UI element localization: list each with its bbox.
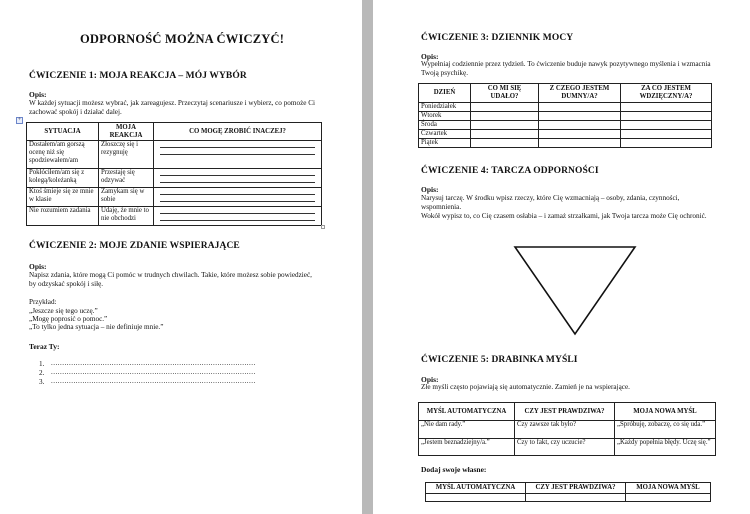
exercise-3-opis-label: Opis: xyxy=(421,52,439,61)
table-row xyxy=(27,206,322,225)
exercise-1-opis-label: Opis: xyxy=(29,90,47,99)
example-line: „Jeszcze się tego uczę.” xyxy=(29,307,98,315)
exercise-5-own-table xyxy=(425,482,711,502)
teraz-ty-label: Teraz Ty: xyxy=(29,342,60,351)
dodaj-label: Dodaj swoje własne: xyxy=(421,465,487,474)
exercise-5-table xyxy=(418,402,716,456)
table-row xyxy=(419,112,712,121)
table-cell: Złoszczę się i rezygnuję xyxy=(99,141,154,169)
table-header: CO MI SIĘ UDAŁO? xyxy=(471,84,539,103)
exercise-4-heading: ĆWICZENIE 4: TARCZA ODPORNOŚCI xyxy=(421,166,599,176)
table-header: MYŚL AUTOMATYCZNA xyxy=(426,483,526,494)
exercise-5-heading: ĆWICZENIE 5: DRABINKA MYŚLI xyxy=(421,355,578,365)
day-cell: Wtorek xyxy=(419,112,471,121)
table-cell: Czy zawsze tak było? xyxy=(515,421,615,439)
table-header: CZY JEST PRAWDZIWA? xyxy=(526,483,626,494)
table-row xyxy=(419,103,712,112)
exercise-4-opis-label: Opis: xyxy=(421,185,439,194)
table-row xyxy=(419,139,712,148)
table-cell: Nie rozumiem zadania xyxy=(27,206,99,225)
page-title: ODPORNOŚĆ MOŻNA ĆWICZYĆ! xyxy=(80,32,285,46)
exercise-2-opis-label: Opis: xyxy=(29,262,47,271)
answer-line[interactable]: ........................................................................................... xyxy=(51,359,256,367)
exercise-2-description: Napisz zdania, które mogą Ci pomóc w trudnych chwilach. Takie, które możesz sobie powiedzieć, by odzyskać spokój i siłę. xyxy=(29,271,312,288)
table-cell: Zamykam się w sobie xyxy=(99,187,154,206)
table-move-handle-icon[interactable]: + xyxy=(17,117,22,123)
table-row xyxy=(27,141,322,169)
table-cell: „Każdy popełnia błędy. Uczę się.” xyxy=(615,438,716,456)
table-cell: Udaję, że mnie to nie obchodzi xyxy=(99,206,154,225)
table-header: ZA CO JESTEM WDZIĘCZNY/A? xyxy=(621,84,712,103)
list-number: 3. xyxy=(39,378,45,386)
table-cell: Ktoś śmieje się ze mnie w klasie xyxy=(27,187,99,206)
table-row xyxy=(419,130,712,139)
table-cell: Czy to fakt, czy uczucie? xyxy=(515,438,615,456)
writing-cell[interactable] xyxy=(154,206,322,225)
writing-cell[interactable] xyxy=(154,168,322,187)
table-row xyxy=(419,438,716,456)
table-header: SYTUACJA xyxy=(27,123,99,141)
page-left xyxy=(0,0,362,514)
table-header: Z CZEGO JESTEM DUMNY/A? xyxy=(539,84,621,103)
table-row xyxy=(27,168,322,187)
exercise-3-description: Wypełniaj codziennie przez tydzień. To ćwiczenie buduje nawyk pozytywnego myślenia i wzmacnia Twoją psychikę. xyxy=(421,60,711,77)
exercise-4-description-1: Narysuj tarczę. W środku wpisz rzeczy, które Cię wzmacniają – osoby, zdania, czynności, wspomnienia. xyxy=(421,194,680,211)
answer-line[interactable]: ........................................................................................... xyxy=(51,368,256,376)
day-cell: Środa xyxy=(419,121,471,130)
example-label: Przykład: xyxy=(29,298,57,306)
table-header: CO MOGĘ ZROBIĆ INACZEJ? xyxy=(154,123,322,141)
table-cell: „Spróbuję, zobaczę, co się uda.” xyxy=(615,421,716,439)
table-cell: „Nie dam rady.” xyxy=(419,421,515,439)
answer-line[interactable]: ........................................................................................... xyxy=(51,377,256,385)
exercise-1-description: W każdej sytuacji możesz wybrać, jak zareagujesz. Przeczytaj scenariusze i wybierz, co pomoże Ci zachować spokój i działać dalej. xyxy=(29,99,316,116)
exercise-4-description-2: Wokół wypisz to, co Cię czasem osłabia – i zamaż strzałkami, jak Twoja tarcza może Cię ochronić. xyxy=(421,212,707,220)
table-header: MOJA NOWA MYŚL xyxy=(626,483,711,494)
writing-cell[interactable] xyxy=(154,141,322,169)
example-line: „Mogę poprosić o pomoc.” xyxy=(29,315,108,323)
table-resize-handle[interactable] xyxy=(321,225,325,229)
table-cell: Dostałem/am gorszą ocenę niż się spodziewałem/am xyxy=(27,141,99,169)
exercise-5-description: Złe myśli często pojawiają się automatycznie. Zamień je na wspierające. xyxy=(421,383,630,391)
day-cell: Piątek xyxy=(419,139,471,148)
day-cell: Czwartek xyxy=(419,130,471,139)
table-header: CZY JEST PRAWDZIWA? xyxy=(515,403,615,421)
table-header: MOJA NOWA MYŚL xyxy=(615,403,716,421)
list-number: 2. xyxy=(39,369,45,377)
exercise-1-table xyxy=(26,122,322,226)
shield-triangle-shape xyxy=(513,245,637,337)
exercise-3-heading: ĆWICZENIE 3: DZIENNIK MOCY xyxy=(421,33,574,43)
table-cell: „Jestem beznadziejny/a.” xyxy=(419,438,515,456)
list-number: 1. xyxy=(39,360,45,368)
exercise-2-heading: ĆWICZENIE 2: MOJE ZDANIE WSPIERAJĄCE xyxy=(29,241,240,251)
table-row xyxy=(27,187,322,206)
table-row xyxy=(419,421,716,439)
table-header: MOJA REAKCJA xyxy=(99,123,154,141)
table-row xyxy=(419,121,712,130)
exercise-1-heading: ĆWICZENIE 1: MOJA REAKCJA – MÓJ WYBÓR xyxy=(29,71,247,81)
page-right xyxy=(373,0,750,514)
table-cell: Przestaję się odzywać xyxy=(99,168,154,187)
table-cell: Pokłóciłem/am się z kolegą/koleżanką xyxy=(27,168,99,187)
table-row xyxy=(426,494,711,502)
example-line: „To tylko jedna sytuacja – nie definiuje mnie.” xyxy=(29,323,164,331)
exercise-5-opis-label: Opis: xyxy=(421,375,439,384)
table-header: MYŚL AUTOMATYCZNA xyxy=(419,403,515,421)
table-header: DZIEŃ xyxy=(419,84,471,103)
exercise-3-table xyxy=(418,83,712,148)
day-cell: Poniedziałek xyxy=(419,103,471,112)
writing-cell[interactable] xyxy=(154,187,322,206)
